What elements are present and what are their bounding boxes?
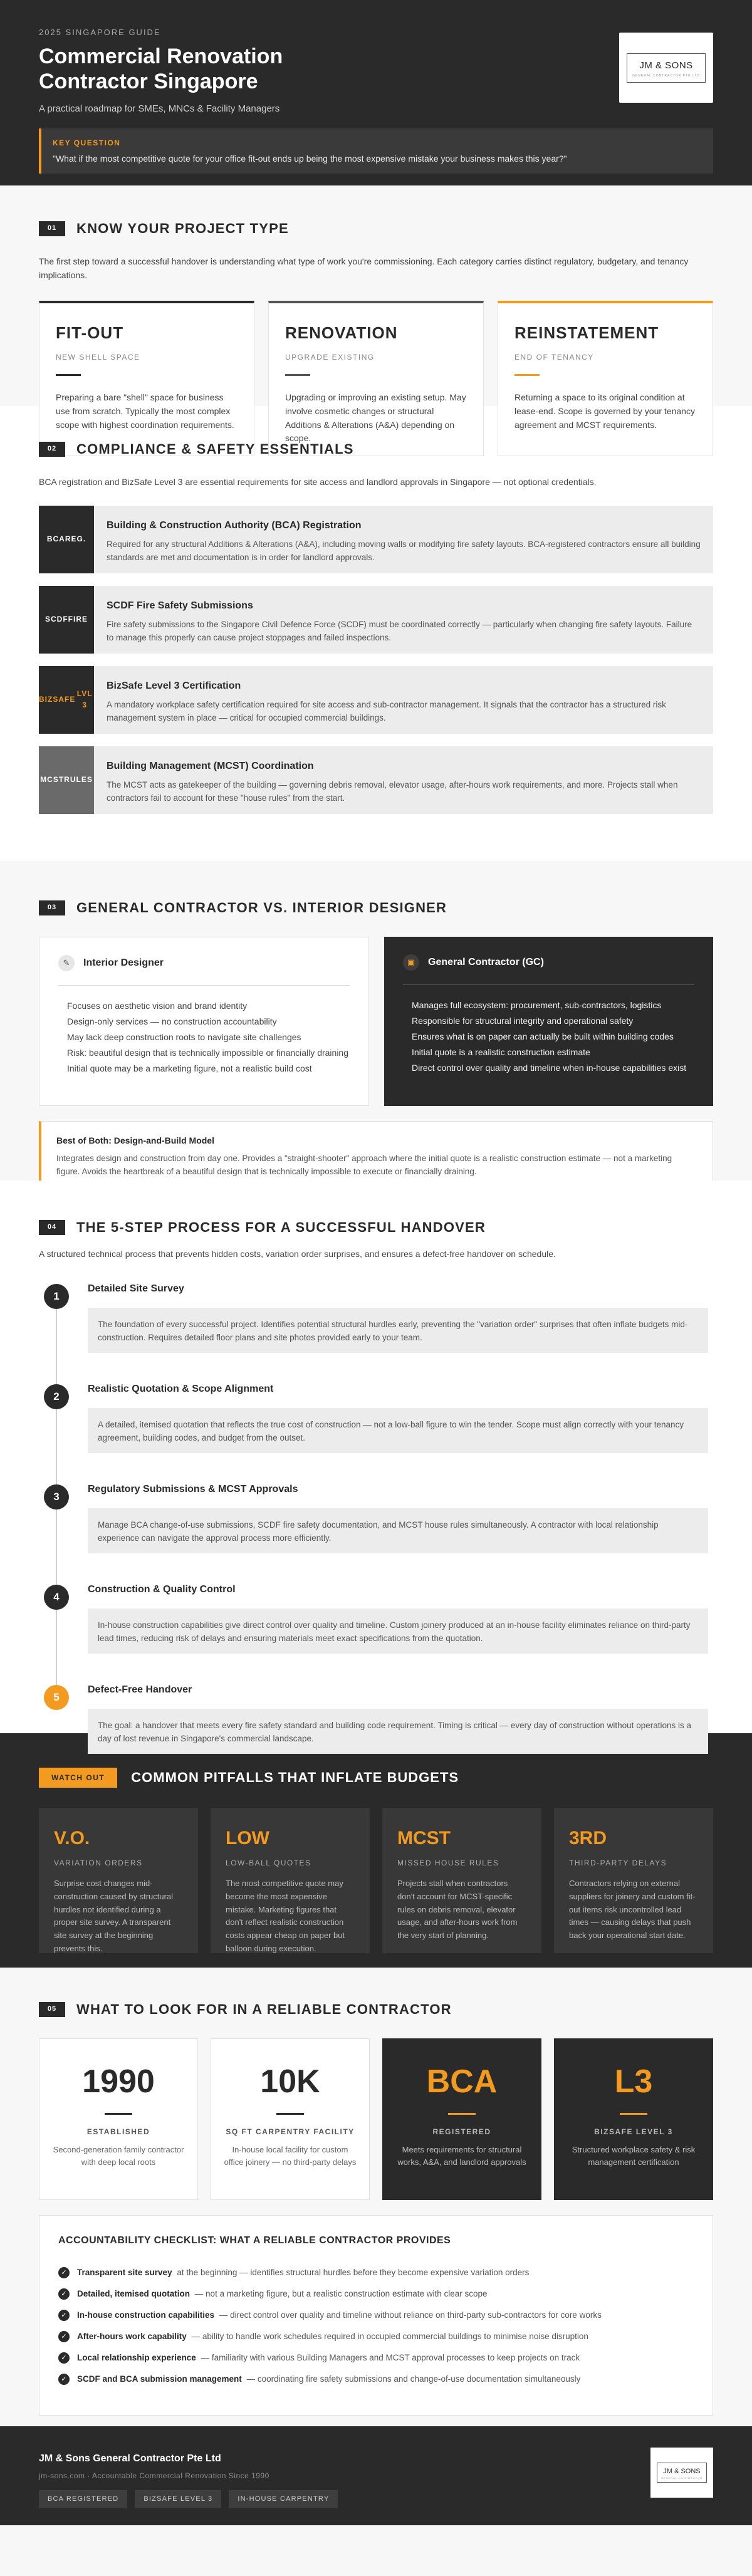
general-contractor-card xyxy=(384,937,713,1106)
check-icon: ✓ xyxy=(58,2374,70,2385)
list-item: May lack deep construction roots to navigate site challenges xyxy=(67,1032,301,1042)
step-number: 5 xyxy=(44,1685,69,1710)
process-step xyxy=(39,1377,713,1477)
section-number: 03 xyxy=(39,900,65,915)
compliance-title: SCDF Fire Safety Submissions xyxy=(107,600,253,611)
compliance-description: Required for any structural Additions & Alterations (A&A), including moving walls or modifying fire safety layouts. BCA-registered contractors ensure all building standards are met and documentation is in order for landlord approvals. xyxy=(107,539,701,562)
process-timeline xyxy=(39,1276,713,1778)
check-icon: ✓ xyxy=(58,2310,70,2321)
compliance-item-bca xyxy=(39,506,713,573)
watch-out-tag: WATCH OUT xyxy=(39,1768,117,1788)
pitfall-label: LOW-BALL QUOTES xyxy=(226,1859,311,1867)
process-step xyxy=(39,1577,713,1677)
footer-badge: IN-HOUSE CARPENTRY xyxy=(229,2490,338,2508)
pencil-icon: ✎ xyxy=(58,955,75,971)
checklist-item: ✓ Local relationship experience — familiarity with various Building Managers and MCST approval processes to keep projects on track xyxy=(58,2347,694,2369)
pitfall-description: Projects stall when contractors don't account for MCST-specific rules on debris removal, elevator usage, and after-hours work from the very start of planning. xyxy=(397,1879,518,1941)
project-type-card-fitout xyxy=(39,301,254,456)
hero-banner xyxy=(0,0,752,185)
callout-description: Integrates design and construction from day one. Provides a "straight-shooter" approach where the initial quote is a realistic construction estimate — not a marketing figure. Avoids the heartbreak of a beautiful design that is technically impossible to execute or financially draining. xyxy=(56,1154,672,1176)
pitfall-label: VARIATION ORDERS xyxy=(54,1859,143,1867)
compliance-title: BizSafe Level 3 Certification xyxy=(107,680,241,691)
pitfall-card xyxy=(211,1808,370,1953)
step-title: Realistic Quotation & Scope Alignment xyxy=(88,1383,274,1394)
compliance-item-mcst xyxy=(39,746,713,814)
pitfall-card xyxy=(39,1808,198,1953)
stat-value: BCA xyxy=(426,2063,498,2100)
section-number: 02 xyxy=(39,442,65,457)
stat-description: Second-generation family contractor with deep local roots xyxy=(53,2145,184,2167)
callout-title: Best of Both: Design-and-Build Model xyxy=(56,1135,214,1145)
process-step xyxy=(39,1677,713,1778)
card-subtitle: UPGRADE EXISTING xyxy=(285,353,375,362)
compliance-title: Building & Construction Authority (BCA) Registration xyxy=(107,519,362,531)
list-item: Risk: beautiful design that is technically impossible or financially draining xyxy=(67,1048,349,1058)
section-title: COMMON PITFALLS THAT INFLATE BUDGETS xyxy=(131,1770,459,1785)
card-divider xyxy=(514,374,540,376)
section-compliance xyxy=(0,406,752,861)
checklist-item: ✓ SCDF and BCA submission management — coordinating fire safety submissions and change-of-use documentation simultaneously xyxy=(58,2369,694,2390)
stat-value: L3 xyxy=(614,2063,653,2100)
card-description: Preparing a bare "shell" space for business use from scratch. Typically the most complex scope with highest coordination requirements. xyxy=(56,392,234,430)
compliance-badge: BIZSAFE LVL 3 xyxy=(39,666,94,734)
list-item: Responsible for structural integrity and operational safety xyxy=(412,1016,634,1026)
list-item: Initial quote may be a marketing figure, not a realistic build cost xyxy=(67,1063,312,1073)
list-item: Initial quote is a realistic construction estimate xyxy=(412,1047,590,1057)
card-divider xyxy=(285,374,310,376)
stat-description: Structured workplace safety & risk management certification xyxy=(572,2145,696,2167)
list-item: Manages full ecosystem: procurement, sub-contractors, logistics xyxy=(412,1000,662,1010)
step-description: Manage BCA change-of-use submissions, SCDF fire safety documentation, and MCST house rules simultaneously. A contractor with local relationship experience can navigate the approval process more efficiently. xyxy=(88,1508,708,1553)
card-description: Upgrading or improving an existing setup. May involve cosmetic changes or structural Additions & Alterations (A&A) depending on scope. xyxy=(285,392,466,444)
section-title: GENERAL CONTRACTOR VS. INTERIOR DESIGNER xyxy=(76,900,447,915)
step-description: In-house construction capabilities give direct control over quality and timeline. Custom joinery produced at an in-house facility eliminates reliance on third-party lead times, reducing risk of delays and ensuring materials meet exact specifications from the quotation. xyxy=(88,1609,708,1654)
step-title: Construction & Quality Control xyxy=(88,1583,236,1595)
card-description: Returning a space to its original condition at lease-end. Scope is governed by your tenancy agreement and MCST requirements. xyxy=(514,392,695,430)
card-divider xyxy=(403,984,694,985)
stat-divider xyxy=(276,2113,304,2115)
compliance-description: The MCST acts as gatekeeper of the building — governing debris removal, elevator usage, after-hours work requirements, and more. Projects stall when contractors fail to account for these "house rules" from the start. xyxy=(107,780,678,803)
section-project-type xyxy=(0,185,752,444)
step-description: The goal: a handover that meets every fire safety standard and building code requirement. Timing is critical — every day of construction without operations is a day of lost revenue in Singapore's commercial landscape. xyxy=(88,1709,708,1754)
page-footer xyxy=(0,2426,752,2525)
compliance-badge: BCA REG. xyxy=(39,506,94,573)
checklist-item: ✓ Transparent site survey at the beginning — identifies structural hurdles before they become expensive variation orders xyxy=(58,2262,694,2283)
card-subtitle: NEW SHELL SPACE xyxy=(56,353,140,362)
stat-value: 1990 xyxy=(82,2063,155,2100)
stat-label: SQ FT CARPENTRY FACILITY xyxy=(226,2127,355,2136)
stat-card-established xyxy=(39,2038,198,2200)
hero-subtitle: A practical roadmap for SMEs, MNCs & Facility Managers xyxy=(39,103,280,115)
logo-text: JM & SONS xyxy=(663,2467,701,2475)
pitfall-description: Contractors relying on external suppliers for joinery and custom fit-out items risk uncontrolled lead times — causing delays that push back your operational start date. xyxy=(569,1879,696,1941)
section-gc-vs-designer xyxy=(0,861,752,1181)
card-title: Interior Designer xyxy=(83,957,164,968)
check-icon: ✓ xyxy=(58,2288,70,2300)
compliance-item-bizsafe xyxy=(39,666,713,734)
project-type-card-reinstatement xyxy=(498,301,713,456)
stat-divider xyxy=(620,2113,647,2115)
footer-tagline: jm-sons.com · Accountable Commercial Renovation Since 1990 xyxy=(39,2471,269,2480)
section-title: COMPLIANCE & SAFETY ESSENTIALS xyxy=(76,441,354,457)
checklist-item: ✓ Detailed, itemised quotation — not a marketing figure, but a realistic construction estimate with clear scope xyxy=(58,2283,694,2305)
footer-badge: BCA REGISTERED xyxy=(39,2490,127,2508)
step-number: 4 xyxy=(44,1585,69,1610)
section-reliable-contractor xyxy=(0,1968,752,2426)
list-item: Ensures what is on paper can actually be built within building codes xyxy=(412,1031,674,1041)
card-title: FIT-OUT xyxy=(56,323,124,343)
hero-eyebrow: 2025 SINGAPORE GUIDE xyxy=(39,28,161,37)
stat-label: REGISTERED xyxy=(432,2127,491,2136)
project-type-card-renovation xyxy=(268,301,484,456)
pitfall-description: Surprise cost changes mid-construction caused by structural hurdles not identified during a proper site survey. A transparent site survey at the beginning prevents this. xyxy=(54,1879,174,1953)
footer-company-name: JM & Sons General Contractor Pte Ltd xyxy=(39,2453,221,2464)
key-question-text: "What if the most competitive quote for your office fit-out ends up being the most expensive mistake your business makes this year?" xyxy=(53,154,567,164)
step-number: 1 xyxy=(44,1284,69,1309)
company-logo xyxy=(619,33,713,103)
section-number: 01 xyxy=(39,221,65,236)
card-divider xyxy=(56,374,81,376)
card-title: General Contractor (GC) xyxy=(428,957,544,967)
key-question-callout xyxy=(39,128,713,174)
process-step xyxy=(39,1477,713,1577)
pitfall-code: MCST xyxy=(397,1828,451,1849)
stat-card-bizsafe xyxy=(554,2038,713,2200)
pitfall-card xyxy=(382,1808,541,1953)
card-title: RENOVATION xyxy=(285,323,398,343)
stat-label: BIZSAFE LEVEL 3 xyxy=(594,2127,673,2136)
step-title: Defect-Free Handover xyxy=(88,1684,192,1695)
pitfall-label: MISSED HOUSE RULES xyxy=(397,1859,499,1867)
compliance-badge: SCDF FIRE xyxy=(39,586,94,654)
card-divider xyxy=(58,985,350,986)
section-title: THE 5-STEP PROCESS FOR A SUCCESSFUL HANDOVER xyxy=(76,1219,486,1235)
accountability-checklist xyxy=(39,2215,713,2416)
list-item: Direct control over quality and timeline when in-house capabilities exist xyxy=(412,1063,687,1073)
section-number: 04 xyxy=(39,1220,65,1235)
check-icon: ✓ xyxy=(58,2352,70,2364)
step-title: Regulatory Submissions & MCST Approvals xyxy=(88,1483,298,1494)
stat-card-bca xyxy=(382,2038,541,2200)
list-item: Focuses on aesthetic vision and brand identity xyxy=(67,1001,248,1011)
pitfall-description: The most competitive quote may become the most expensive mistake. Marketing figures that don't reflect realistic construction costs appear cheap on paper but balloon during execution. xyxy=(226,1879,345,1953)
building-icon: ▣ xyxy=(403,954,419,971)
section-intro: BCA registration and BizSafe Level 3 are essential requirements for site access and landlord approvals in Singapore — not optional credentials. xyxy=(39,477,597,487)
footer-badge: BIZSAFE LEVEL 3 xyxy=(135,2490,221,2508)
key-question-label: KEY QUESTION xyxy=(53,138,121,147)
pitfall-label: THIRD-PARTY DELAYS xyxy=(569,1859,667,1867)
checklist-item: ✓ After-hours work capability — ability to handle work schedules required in occupied commercial buildings to minimise noise disruption xyxy=(58,2326,694,2347)
pitfall-code: 3RD xyxy=(569,1828,607,1849)
step-number: 2 xyxy=(44,1384,69,1409)
section-intro: The first step toward a successful handover is understanding what type of work you're commissioning. Each category carries distinct regulatory, budgetary, and tenancy implications. xyxy=(39,256,689,280)
best-of-both-callout xyxy=(39,1121,713,1190)
card-subtitle: END OF TENANCY xyxy=(514,353,594,362)
checklist-item: ✓ In-house construction capabilities — direct control over quality and timeline without reliance on third-party sub-contractors for core works xyxy=(58,2305,694,2326)
section-5-step-process xyxy=(0,1181,752,1744)
stat-description: In-house local facility for custom office joinery — no third-party delays xyxy=(224,2145,357,2167)
logo-subtext: GENERAL CONTRACTOR PTE LTD xyxy=(632,74,700,78)
process-step xyxy=(39,1276,713,1377)
pitfall-card xyxy=(554,1808,713,1953)
stat-divider xyxy=(448,2113,476,2115)
check-icon: ✓ xyxy=(58,2331,70,2342)
step-description: A detailed, itemised quotation that reflects the true cost of construction — not a low-ball figure to win the tender. Scope must align correctly with your tenancy agreement, building codes, and budget from the outset. xyxy=(88,1408,708,1453)
compliance-description: Fire safety submissions to the Singapore Civil Defence Force (SCDF) must be coordinated correctly — particularly when changing fire safety layouts. Failure to manage this properly can cause project stoppages and failed inspections. xyxy=(107,619,692,642)
section-intro: A structured technical process that prevents hidden costs, variation order surprises, and ensures a defect-free handover on schedule. xyxy=(39,1249,556,1259)
step-number: 3 xyxy=(44,1484,69,1510)
list-item: Design-only services — no construction accountability xyxy=(67,1016,277,1026)
stat-value: 10K xyxy=(260,2063,320,2100)
compliance-title: Building Management (MCST) Coordination xyxy=(107,760,314,771)
compliance-item-scdf xyxy=(39,586,713,654)
section-number: 05 xyxy=(39,2002,65,2017)
stat-label: ESTABLISHED xyxy=(86,2127,150,2136)
check-icon: ✓ xyxy=(58,2267,70,2278)
stat-divider xyxy=(105,2113,132,2115)
compliance-badge: MCST RULES xyxy=(39,746,94,814)
page-title: Commercial Renovation Contractor Singapore xyxy=(39,44,283,94)
logo-text: JM & SONS xyxy=(639,60,693,71)
step-description: The foundation of every successful project. Identifies potential structural hurdles early, preventing the "variation order" surprises that often inflate budgets mid-construction. Requires detailed floor plans and site photos provided early to your team. xyxy=(88,1308,708,1353)
stat-description: Meets requirements for structural works, A&A, and landlord approvals xyxy=(397,2145,526,2167)
section-title: WHAT TO LOOK FOR IN A RELIABLE CONTRACTOR xyxy=(76,2001,452,2017)
pitfall-code: V.O. xyxy=(54,1828,90,1849)
compliance-description: A mandatory workplace safety certification required for site access and sub-contractor management. It signals that the contractor has a structured risk management system in place — critical for occupied commercial buildings. xyxy=(107,699,666,722)
checklist-title: ACCOUNTABILITY CHECKLIST: WHAT A RELIABLE CONTRACTOR PROVIDES xyxy=(58,2235,451,2246)
pitfall-code: LOW xyxy=(226,1828,269,1849)
stat-card-carpentry xyxy=(211,2038,370,2200)
section-title: KNOW YOUR PROJECT TYPE xyxy=(76,221,289,236)
step-title: Detailed Site Survey xyxy=(88,1283,184,1294)
card-title: REINSTATEMENT xyxy=(514,323,659,343)
interior-designer-card xyxy=(39,937,369,1106)
logo-subtext: GENERAL CONTRACTOR xyxy=(661,2476,703,2480)
footer-logo xyxy=(650,2448,713,2498)
